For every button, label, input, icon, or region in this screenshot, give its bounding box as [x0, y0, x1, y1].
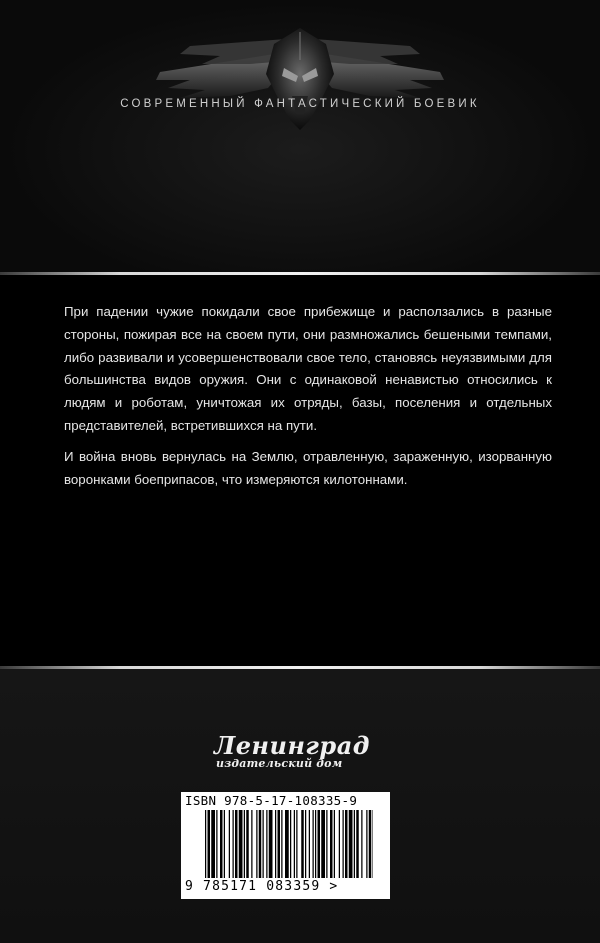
barcode-bar: [275, 810, 276, 878]
barcode-bar: [251, 810, 252, 878]
barcode-bar: [259, 810, 262, 878]
barcode-bar: [208, 810, 211, 878]
barcode-bar: [281, 810, 282, 878]
barcode-bar: [321, 810, 325, 878]
barcode-bars: [205, 810, 373, 878]
barcode-bar: [356, 810, 359, 878]
publisher-subtitle: издательский дом: [216, 757, 343, 770]
cover-top-section: [0, 0, 600, 272]
barcode-bar: [309, 810, 310, 878]
barcode-bar: [315, 810, 316, 878]
barcode-bar: [211, 810, 215, 878]
barcode-bar: [330, 810, 333, 878]
barcode-bar: [233, 810, 234, 878]
barcode-bar: [349, 810, 353, 878]
isbn-digits: 9 785171 083359 >: [185, 879, 339, 894]
barcode-bar: [285, 810, 289, 878]
barcode-bar: [290, 810, 291, 878]
barcode-bar: [296, 810, 297, 878]
series-title: СОВРЕМЕННЫЙ ФАНТАСТИЧЕСКИЙ БОЕВИК: [120, 98, 480, 110]
barcode-bar: [366, 810, 367, 878]
barcode-bar: [339, 810, 340, 878]
blurb-paragraph-1: При падении чужие покидали свое прибежище и расползались в разные стороны, пожирая все на своем пути, они размножались бешеными темпами, либо развивали и усовершенствовали свое тело, становясь неуязвимыми для большинства видов оружия. Они с одинаковой ненавистью относились к людям и роботам, уничтожая их отряды, базы, поселения и отдельных представителей, встретившихся на пути.: [64, 304, 552, 433]
barcode-bar: [256, 810, 257, 878]
blurb-text: [64, 301, 552, 499]
blurb-paragraph-2: И война вновь вернулась на Землю, отравленную, зараженную, изорванную воронками боеприпасов, что измеряются килотоннами.: [64, 448, 552, 487]
barcode-bar: [318, 810, 321, 878]
barcode-bar: [373, 810, 374, 878]
cover-bottom-section: [0, 669, 600, 943]
barcode-bar: [205, 810, 206, 878]
robot-emblem-icon: [150, 10, 450, 140]
barcode-bar: [301, 810, 304, 878]
barcode-bar: [239, 810, 243, 878]
isbn-barcode: [181, 792, 390, 899]
barcode-bar: [345, 810, 348, 878]
publisher-logo: [214, 731, 374, 781]
barcode-bar: [334, 810, 335, 878]
barcode-bar: [216, 810, 217, 878]
barcode-bar: [354, 810, 355, 878]
barcode-bar: [235, 810, 238, 878]
barcode-bar: [224, 810, 225, 878]
barcode-bar: [229, 810, 230, 878]
isbn-label: ISBN 978-5-17-108335-9: [185, 793, 358, 808]
publisher-name: Ленинград: [214, 731, 370, 760]
barcode-bar: [220, 810, 223, 878]
barcode-bar: [269, 810, 273, 878]
blurb-panel: [0, 275, 600, 666]
barcode-bar: [361, 810, 362, 878]
barcode-bar: [294, 810, 295, 878]
barcode-bar: [263, 810, 264, 878]
barcode-bar: [343, 810, 344, 878]
barcode-bar: [246, 810, 249, 878]
barcode-bar: [326, 810, 327, 878]
barcode-bar: [278, 810, 281, 878]
barcode-bar: [244, 810, 245, 878]
barcode-bar: [266, 810, 267, 878]
barcode-bar: [305, 810, 306, 878]
barcode-bar: [313, 810, 314, 878]
barcode-bar: [369, 810, 372, 878]
